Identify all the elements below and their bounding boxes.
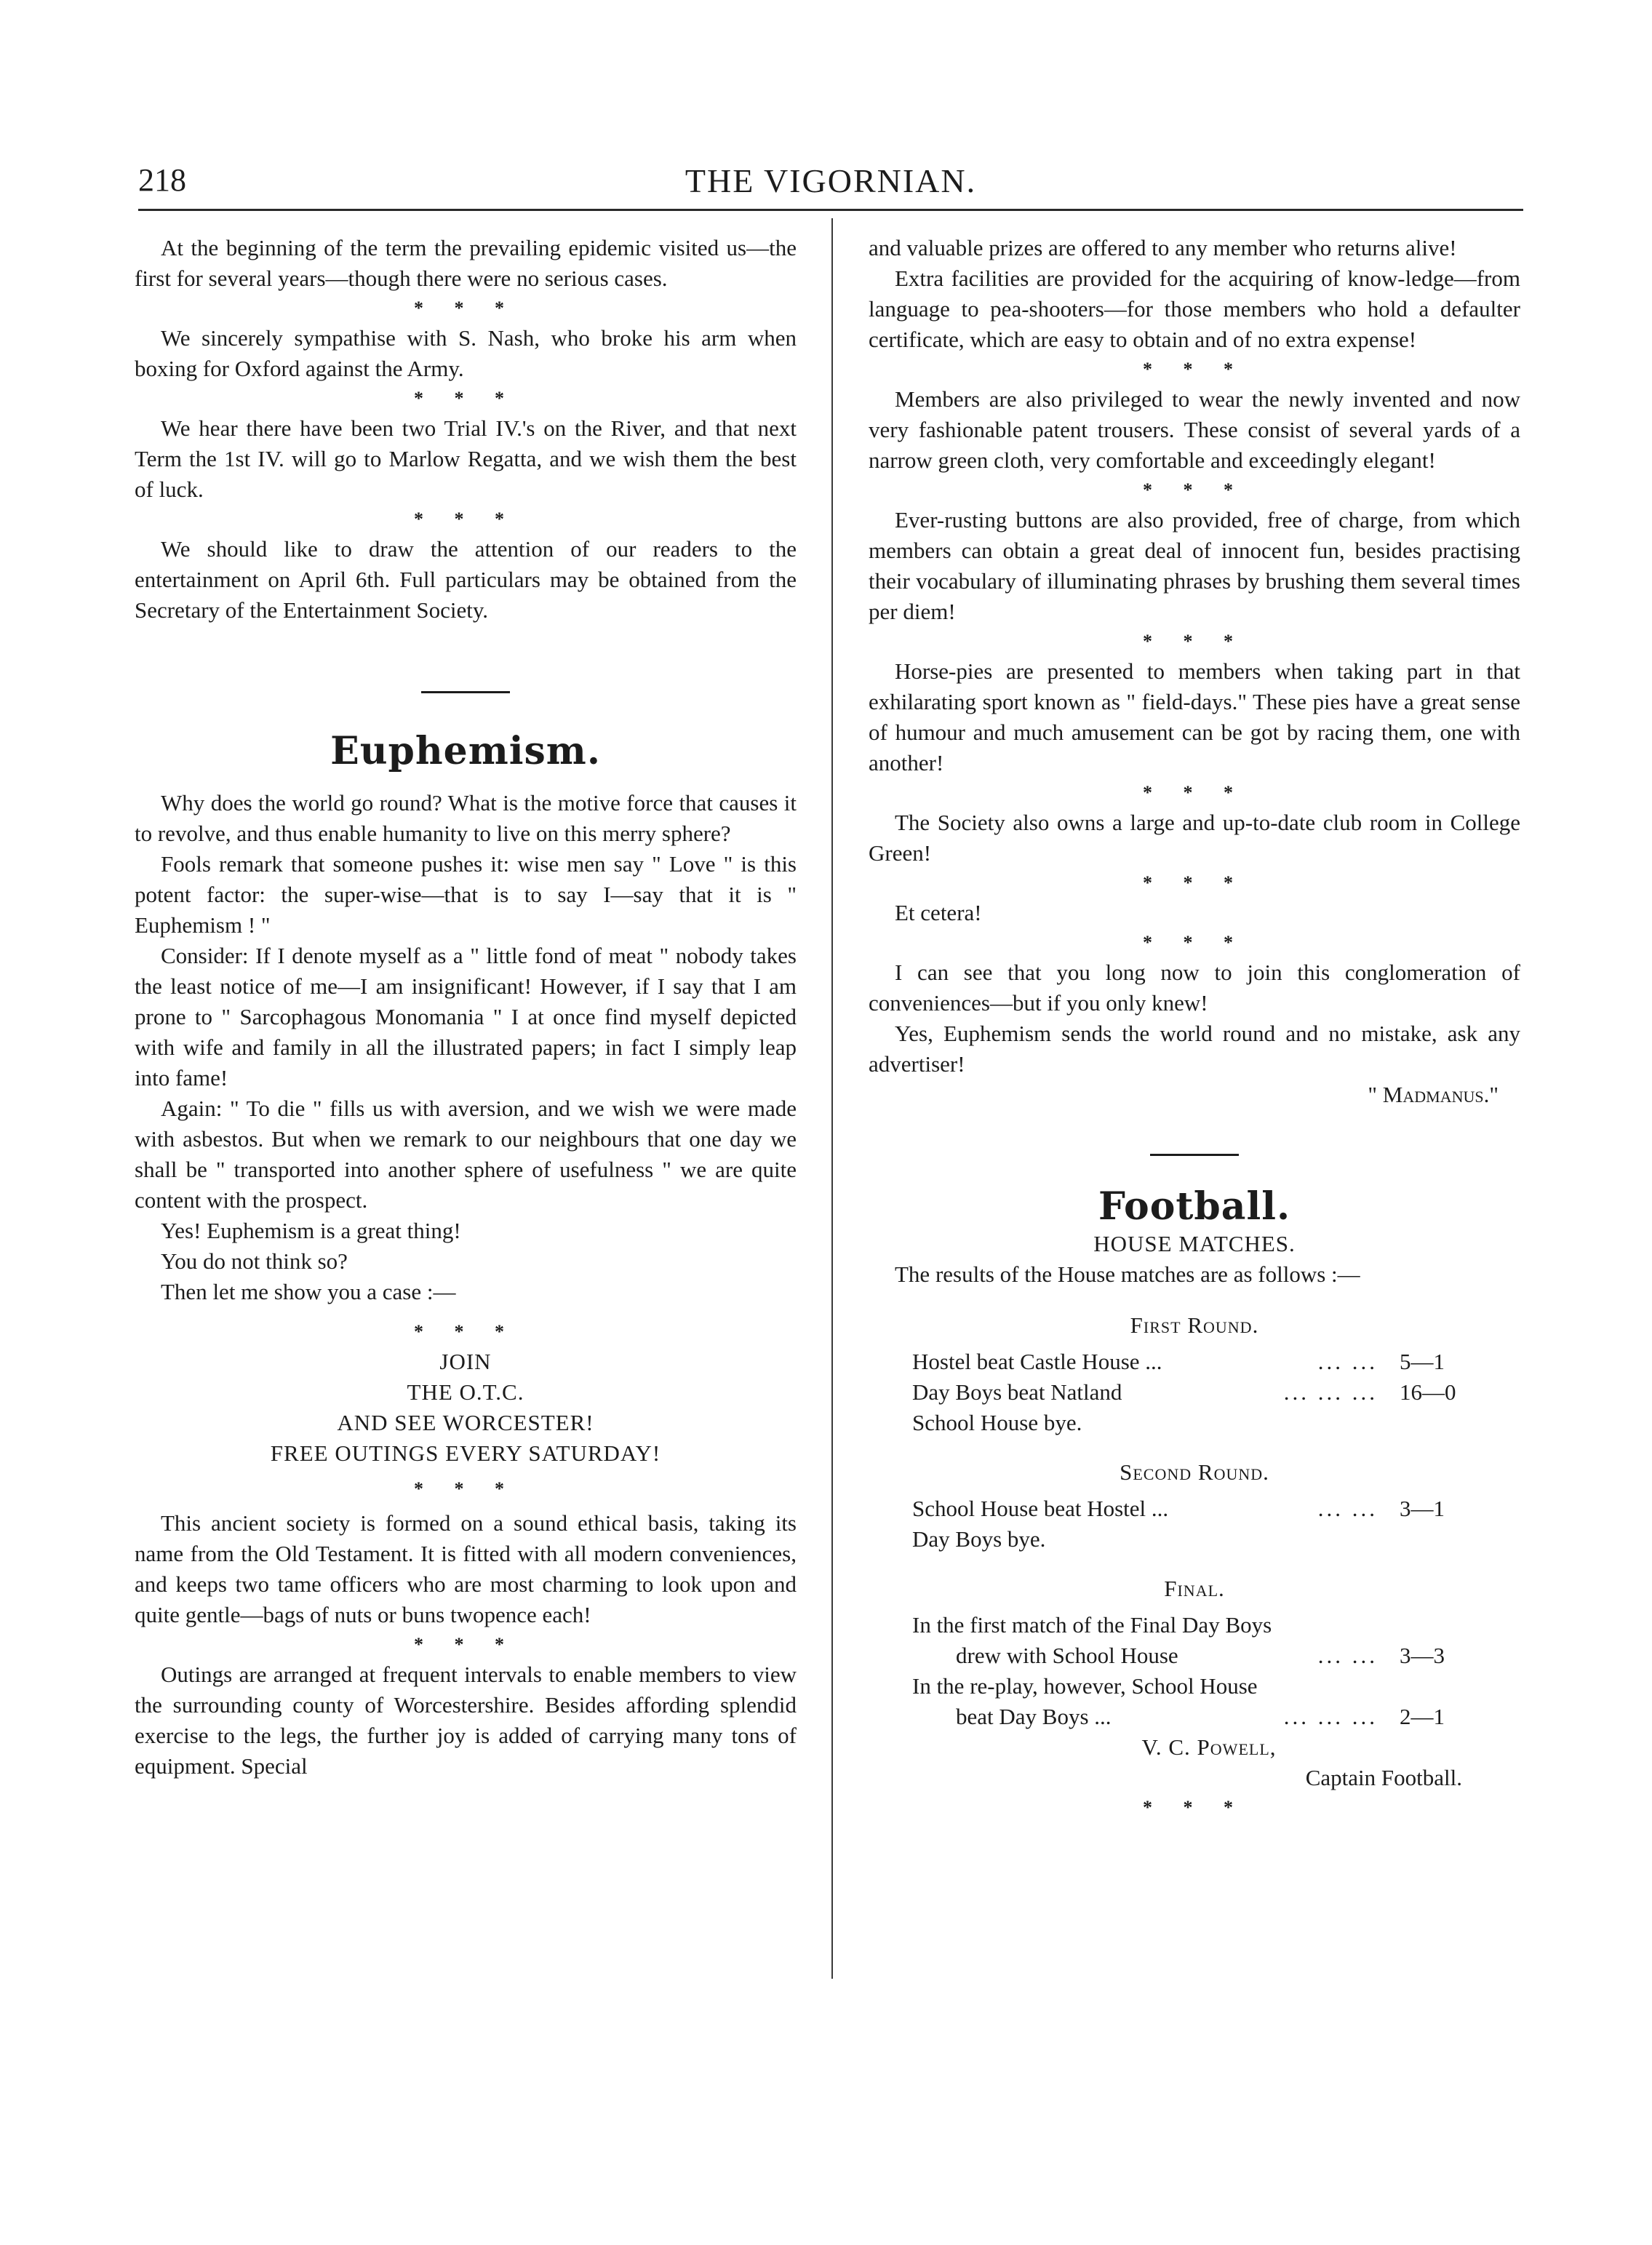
result-score: 2—1 — [1400, 1704, 1445, 1729]
result-text: In the first match of the Final Day Boys — [912, 1612, 1272, 1638]
left-column — [135, 233, 797, 1782]
paragraph: Why does the world go round? What is the motive force that causes it to revolve, and thus enable humanity to live on this merry sphere? — [135, 790, 797, 846]
paragraph: Yes, Euphemism sends the world round and no mistake, ask any advertiser! — [869, 1021, 1520, 1077]
leader-dots: ... ... ... — [1283, 1704, 1378, 1729]
result-score: 3—1 — [1400, 1496, 1445, 1521]
leader-dots: ... ... — [1317, 1496, 1378, 1521]
section-title-euphemism: Euphemism. — [330, 729, 601, 773]
star-separator: * * * — [1143, 631, 1246, 652]
paragraph: Yes! Euphemism is a great thing! — [161, 1218, 461, 1243]
star-separator: * * * — [1143, 932, 1246, 953]
paragraph: Members are also privileged to wear the newly invented and now very fashionable patent trousers. These consist of several yards of a narrow green cloth, very comfortable and exceedingly elegant! — [869, 386, 1520, 473]
results-first-round — [912, 1347, 1480, 1438]
captain-name: V. C. Powell, — [1141, 1734, 1277, 1760]
result-text: Hostel beat Castle House ... — [912, 1349, 1162, 1374]
paragraph: We should like to draw the attention of our readers to the entertainment on April 6th. Full particulars may be obtained from the Secretary of the Entertainment Society. — [135, 536, 797, 623]
results-second-round — [912, 1494, 1480, 1555]
star-separator: * * * — [414, 1478, 517, 1499]
result-row — [912, 1640, 1480, 1671]
paragraph: Again: " To die " fills us with aversion, and we wish we were made with asbestos. But when we remark to our neighbours that one day we shall be " transported into another sphere of usefulness " we are quite content with the prospect. — [135, 1096, 797, 1213]
subheading-house-matches: HOUSE MATCHES. — [1093, 1231, 1296, 1256]
result-text: beat Day Boys ... — [956, 1704, 1112, 1729]
star-separator: * * * — [1143, 359, 1246, 380]
running-title: THE VIGORNIAN. — [685, 162, 977, 199]
star-separator: * * * — [1143, 872, 1246, 893]
result-score: 3—3 — [1400, 1643, 1445, 1668]
star-separator: * * * — [1143, 1797, 1246, 1818]
result-text: Day Boys bye. — [912, 1526, 1046, 1552]
results-final — [912, 1610, 1480, 1732]
result-score: 5—1 — [1400, 1349, 1445, 1374]
result-row — [912, 1494, 1480, 1524]
page-header — [138, 162, 1523, 207]
result-text: School House bye. — [912, 1410, 1082, 1435]
result-row — [912, 1524, 1480, 1555]
star-separator: * * * — [1143, 479, 1246, 501]
paragraph: Extra facilities are provided for the acquiring of know-ledge—from language to pea-shooters—for those members who hold a defaulter certificate, which are easy to obtain and of no extra expense! — [869, 266, 1520, 352]
column-divider — [831, 218, 833, 1979]
page-number: 218 — [138, 162, 186, 198]
ad-line: FREE OUTINGS EVERY SATURDAY! — [270, 1440, 661, 1466]
result-text: In the re-play, however, School House — [912, 1673, 1258, 1699]
leader-dots: ... ... ... — [1283, 1379, 1378, 1405]
header-rule — [138, 209, 1523, 211]
paragraph: This ancient society is formed on a sound ethical basis, taking its name from the Old Testament. It is fitted with all modern conveniences, and keeps two tame officers who are most charming to look upon and quite gentle—bags of nuts or buns twopence each! — [135, 1510, 797, 1627]
result-text: School House beat Hostel ... — [912, 1496, 1169, 1521]
section-title-football: Football. — [1098, 1184, 1291, 1229]
result-row — [912, 1610, 1480, 1640]
star-separator: * * * — [414, 298, 517, 319]
star-separator: * * * — [414, 1634, 517, 1655]
signature: " Madmanus." — [1368, 1082, 1499, 1107]
paragraph: The Society also owns a large and up-to-date club room in College Green! — [869, 810, 1520, 866]
leader-dots: ... ... — [1317, 1349, 1378, 1374]
result-text: Day Boys beat Natland — [912, 1379, 1122, 1405]
paragraph: We sincerely sympathise with S. Nash, who broke his arm when boxing for Oxford against the Army. — [135, 325, 797, 381]
result-text: drew with School House — [956, 1643, 1178, 1668]
paragraph: At the beginning of the term the prevailing epidemic visited us—the first for several years—though there were no serious cases. — [135, 235, 797, 291]
result-score: 16—0 — [1400, 1379, 1456, 1405]
star-separator: * * * — [414, 509, 517, 530]
star-separator: * * * — [414, 1321, 517, 1342]
paragraph: and valuable prizes are offered to any member who returns alive! — [869, 235, 1457, 260]
ad-line: JOIN — [439, 1349, 492, 1374]
paragraph: The results of the House matches are as follows :— — [895, 1261, 1360, 1287]
ad-line: THE O.T.C. — [407, 1379, 524, 1405]
paragraph: You do not think so? — [161, 1248, 348, 1274]
leader-dots: ... ... — [1317, 1643, 1378, 1668]
round-heading: First Round. — [1130, 1312, 1259, 1338]
result-row — [912, 1702, 1480, 1732]
result-row — [912, 1347, 1480, 1377]
right-column — [869, 233, 1520, 1822]
result-row — [912, 1408, 1480, 1438]
paragraph: Et cetera! — [895, 900, 982, 925]
paragraph: Horse-pies are presented to members when taking part in that exhilarating sport known as " field-days." These pies have a great sense of humour and much amusement can be got by racing them, one with another! — [869, 658, 1520, 775]
round-heading: Second Round. — [1120, 1459, 1269, 1485]
result-row — [912, 1671, 1480, 1702]
paragraph: Fools remark that someone pushes it: wise men say " Love " is this potent factor: the super-wise—that is to say I—say that it is " Euphemism ! " — [135, 851, 797, 938]
star-separator: * * * — [1143, 782, 1246, 803]
paragraph: I can see that you long now to join this conglomeration of conveniences—but if you only knew! — [869, 960, 1520, 1016]
star-separator: * * * — [414, 388, 517, 409]
paragraph: Outings are arranged at frequent intervals to enable members to view the surrounding county of Worcestershire. Besides affording splendid exercise to the legs, the further joy is added of carrying many tons of equipment. Special — [135, 1662, 797, 1779]
ad-line: AND SEE WORCESTER! — [337, 1410, 594, 1435]
paragraph: We hear there have been two Trial IV.'s on the River, and that next Term the 1st IV. will go to Marlow Regatta, and we wish them the best of luck. — [135, 415, 797, 502]
paragraph: Consider: If I denote myself as a " little fond of meat " nobody takes the least notice of me—I am insignificant! However, if I say that I am prone to " Sarcophagous Monomania " I at once find myself depicted with wife and family in all the illustrated papers; in fact I simply leap into fame! — [135, 943, 797, 1090]
result-row — [912, 1377, 1480, 1408]
captain-role: Captain Football. — [1305, 1765, 1462, 1790]
paragraph: Then let me show you a case :— — [161, 1279, 456, 1304]
round-heading: Final. — [1164, 1576, 1225, 1601]
paragraph: Ever-rusting buttons are also provided, free of charge, from which members can obtain a great deal of innocent fun, besides practising their vocabulary of illuminating phrases by brushing them several times per diem! — [869, 507, 1520, 624]
